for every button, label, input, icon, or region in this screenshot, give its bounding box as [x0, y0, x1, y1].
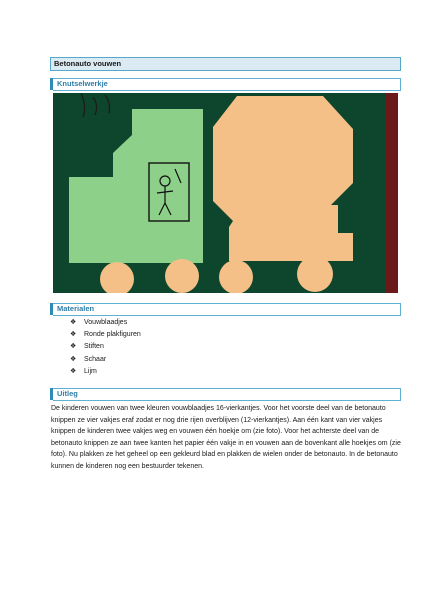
heading-frame — [53, 303, 401, 316]
wheel-3 — [219, 260, 253, 293]
heading-frame — [53, 388, 401, 401]
materials-list-item — [70, 366, 141, 378]
section-heading-craft — [50, 78, 401, 90]
materials-item-label: Stiften — [84, 343, 104, 351]
explanation-text — [51, 403, 403, 473]
diamond-bullet-icon: ❖ — [70, 343, 77, 351]
side-strip — [386, 93, 398, 293]
document-title-box — [50, 57, 401, 71]
mixer-drum-paper — [213, 96, 353, 261]
wheel-2 — [165, 259, 199, 293]
wheel-4 — [297, 256, 333, 292]
materials-item-label: Schaar — [84, 355, 107, 363]
explanation-paragraph: De kinderen vouwen van twee kleuren vouwblaadjes 16-vierkantjes. Voor het voorste deel van de betonauto knippen ze vier vakjes eraf zodat er nog drie rijen overblijven (12-vierkantjes). Aan één kant van vier vakjes knippen de kinderen twee vakjes weg en vouwen één hoekje om (zie foto). Voor het achterste deel van de betonauto knippen ze aan twee kanten het papier één vakje in en vouwen aan de bovenkant alle hoekjes om (zie foto). Nu plakken ze het geheel op een gekleurd blad en plakken de wielen onder de betonauto. In de betonauto kunnen de kinderen nog een bestuurder tekenen. — [51, 405, 401, 470]
section-title-explanation: Uitleg — [57, 389, 78, 398]
diamond-bullet-icon: ❖ — [70, 331, 77, 339]
materials-list — [70, 317, 141, 378]
diamond-bullet-icon: ❖ — [70, 319, 77, 326]
materials-list-item — [70, 317, 141, 329]
craft-photo — [53, 93, 398, 293]
section-title-materials: Materialen — [57, 304, 95, 313]
section-heading-explanation — [50, 388, 401, 400]
document-title: Betonauto vouwen — [54, 59, 122, 68]
materials-item-label: Vouwblaadjes — [84, 319, 128, 326]
materials-list-item — [70, 341, 141, 353]
section-heading-materials — [50, 303, 401, 315]
materials-item-label: Lijm — [84, 367, 97, 375]
diamond-bullet-icon: ❖ — [70, 355, 77, 363]
materials-list-item — [70, 329, 141, 341]
materials-list-item — [70, 354, 141, 366]
diamond-bullet-icon: ❖ — [70, 367, 77, 375]
section-title-craft: Knutselwerkje — [57, 79, 108, 88]
materials-item-label: Ronde plakfiguren — [84, 331, 141, 339]
